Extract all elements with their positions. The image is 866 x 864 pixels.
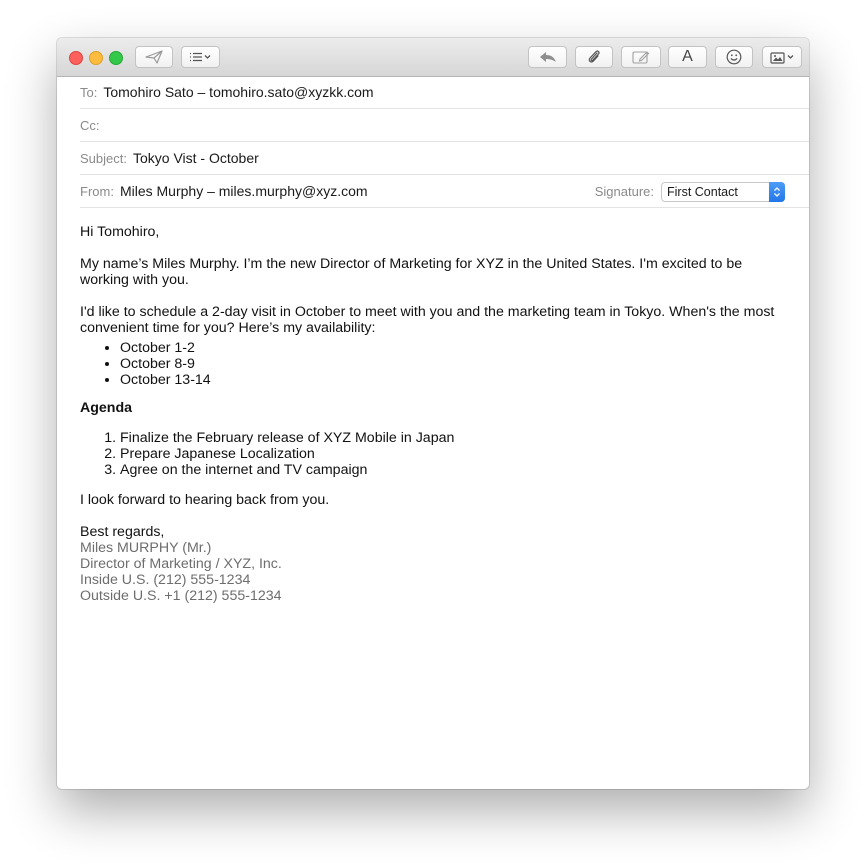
paragraph-intro: My name’s Miles Murphy. I’m the new Director of Marketing for XYZ in the United States. I'm excited to be working with you. bbox=[80, 256, 743, 288]
chevron-down-icon bbox=[203, 53, 212, 61]
minimize-window-button[interactable] bbox=[89, 51, 103, 65]
updown-chevron-icon bbox=[769, 182, 785, 202]
subject-label: Subject: bbox=[80, 150, 127, 166]
cc-label: Cc: bbox=[80, 117, 100, 133]
closing-line: I look forward to hearing back from you. bbox=[80, 492, 330, 508]
message-body[interactable] bbox=[80, 224, 790, 604]
toolbar bbox=[57, 38, 809, 77]
greeting: Hi Tomohiro, bbox=[80, 224, 160, 240]
reply-button[interactable] bbox=[528, 46, 567, 68]
emoji-button[interactable] bbox=[715, 46, 753, 68]
availability-list bbox=[80, 340, 790, 388]
signature-line: Outside U.S. +1 (212) 555-1234 bbox=[80, 588, 282, 604]
signature-line: Inside U.S. (212) 555-1234 bbox=[80, 572, 251, 588]
signature-line: Miles MURPHY (Mr.) bbox=[80, 540, 212, 556]
signature-selected-value: First Contact bbox=[667, 184, 738, 199]
list-item: • October 1-2 bbox=[120, 340, 790, 356]
pencil-markup-icon bbox=[632, 50, 650, 64]
signature-label: Signature: bbox=[594, 184, 654, 199]
photo-icon bbox=[770, 51, 786, 64]
letter-a-icon: A bbox=[682, 48, 693, 65]
from-label: From: bbox=[80, 183, 114, 199]
chevron-down-icon bbox=[786, 53, 795, 61]
agenda-heading: Agenda bbox=[80, 400, 133, 416]
subject-field[interactable] bbox=[80, 142, 809, 175]
sign-off: Best regards, bbox=[80, 524, 165, 540]
signature-control bbox=[595, 175, 785, 208]
from-field bbox=[80, 175, 809, 208]
signature-select[interactable] bbox=[661, 182, 785, 202]
list-item: 2. Prepare Japanese Localization bbox=[120, 446, 790, 462]
agenda-list bbox=[80, 430, 790, 478]
markup-button[interactable] bbox=[621, 46, 661, 68]
smiley-icon bbox=[726, 49, 742, 65]
header-fields-button[interactable] bbox=[181, 46, 220, 68]
paragraph-visit: I'd like to schedule a 2-day visit in October to meet with you and the marketing team in Tokyo. When's the most convenient time for you? Here’s my availability: bbox=[80, 304, 775, 336]
close-window-button[interactable] bbox=[69, 51, 83, 65]
compose-window bbox=[57, 38, 809, 789]
cc-field[interactable] bbox=[80, 109, 809, 142]
send-button[interactable] bbox=[135, 46, 173, 68]
list-item: 3. Agree on the internet and TV campaign bbox=[120, 462, 790, 478]
subject-value[interactable]: Tokyo Vist - October bbox=[132, 150, 259, 166]
list-item: 1. Finalize the February release of XYZ Mobile in Japan bbox=[120, 430, 790, 446]
signature-line: Director of Marketing / XYZ, Inc. bbox=[80, 556, 282, 572]
reply-arrow-icon bbox=[539, 51, 557, 63]
format-button[interactable] bbox=[668, 46, 707, 68]
from-value[interactable]: Miles Murphy – miles.murphy@xyz.com bbox=[119, 183, 368, 199]
to-field[interactable] bbox=[80, 76, 809, 109]
list-icon bbox=[189, 52, 203, 62]
paperclip-icon bbox=[587, 49, 601, 65]
to-value[interactable]: Tomohiro Sato – tomohiro.sato@xyzkk.com bbox=[103, 84, 374, 100]
to-label: To: bbox=[80, 84, 98, 100]
photo-browser-button[interactable] bbox=[762, 46, 802, 68]
list-item: • October 13-14 bbox=[120, 372, 790, 388]
paper-plane-icon bbox=[145, 50, 163, 64]
attach-button[interactable] bbox=[575, 46, 613, 68]
list-item: • October 8-9 bbox=[120, 356, 790, 372]
zoom-window-button[interactable] bbox=[109, 51, 123, 65]
